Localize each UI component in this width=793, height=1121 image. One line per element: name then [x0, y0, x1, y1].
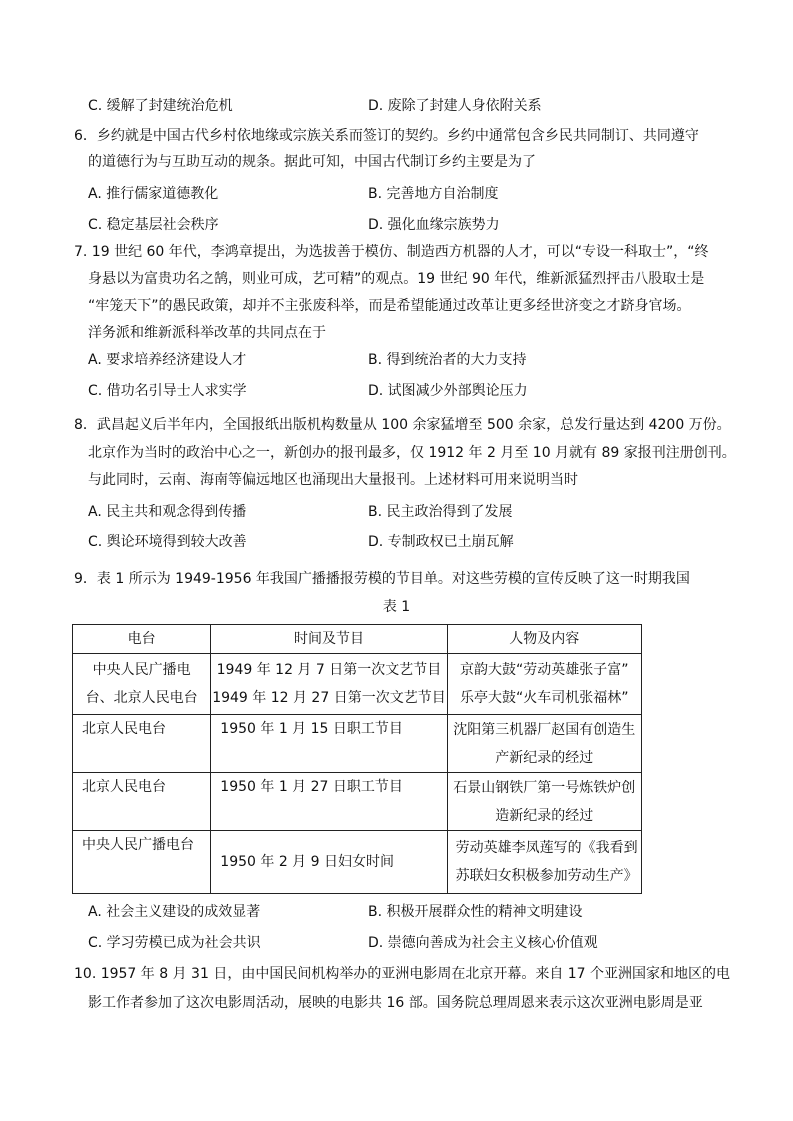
- cell-content-line: 苏联妇女积极参加劳动生产》: [455, 868, 638, 884]
- q7-option-a: A. 要求培养经济建设人才: [88, 352, 247, 368]
- cell-program: 1950 年 1 月 15 日职工节目: [211, 715, 447, 773]
- q8-stem-line2: 北京作为当时的政治中心之一，新创办的报刊最多，仅 1912 年 2 月至 10 月就有 89 家报刊注册创刊。: [88, 445, 736, 461]
- table-row: [73, 831, 642, 894]
- header-station: 电台: [73, 625, 211, 654]
- q8-stem-line3: 与此同时，云南、海南等偏远地区也涌现出大量报刊。上述材料可用来说明当时: [88, 472, 578, 488]
- q5-option-d: D. 废除了封建人身依附关系: [368, 98, 542, 114]
- q8-option-a: A. 民主共和观念得到传播: [88, 504, 247, 520]
- q6-option-b: B. 完善地方自治制度: [368, 186, 499, 202]
- cell-station: 中央人民广播电台: [73, 831, 211, 894]
- q10-stem-line2: 影工作者参加了这次电影周活动，展映的电影共 16 部。国务院总理周恩来表示这次亚洲电影周是亚: [88, 995, 703, 1011]
- table-caption: 表 1: [382, 599, 411, 615]
- q9-stem-line1: 9．表 1 所示为 1949-1956 年我国广播播报劳模的节目单。对这些劳模的宣传反映了这一时期我国: [74, 571, 690, 587]
- cell-station-line: 中央人民广播电: [92, 662, 191, 678]
- cell-station-line: 台、北京人民电台: [85, 690, 198, 706]
- table-row: [73, 773, 642, 831]
- q7-option-b: B. 得到统治者的大力支持: [368, 352, 527, 368]
- cell-content-line: 劳动英雄李凤莲写的《我看到: [455, 840, 638, 856]
- table-header-row: [73, 625, 642, 654]
- cell-content-line: 京韵大鼓“劳动英雄张子富”: [460, 662, 629, 678]
- q7-stem-line4: 洋务派和维新派科举改革的共同点在于: [88, 325, 326, 341]
- cell-content-line: 造新纪录的经过: [495, 807, 594, 824]
- cell-content: [447, 831, 641, 894]
- q6-stem-line1: 6．乡约就是中国古代乡村依地缘或宗族关系而签订的契约。乡约中通常包含乡民共同制订、共同遵守: [74, 128, 699, 144]
- broadcast-table: [72, 624, 642, 894]
- header-program: 时间及节目: [211, 625, 447, 654]
- q7-stem-line1: 7. 19 世纪 60 年代，李鸿章提出，为选拔善于模仿、制造西方机器的人才，可以“专设一科取士”，“终: [74, 244, 709, 260]
- cell-program: 1950 年 2 月 9 日妇女时间: [211, 831, 447, 894]
- cell-content-line: 乐亭大鼓“火车司机张福林”: [460, 690, 629, 706]
- q8-option-b: B. 民主政治得到了发展: [368, 504, 513, 520]
- q9-option-c: C. 学习劳模已成为社会共识: [88, 935, 261, 951]
- q7-stem-line3: “牢笼天下”的愚民政策，却并不主张废科举，而是希望能通过改革让更多经世济变之才跻身官场。: [88, 298, 691, 314]
- q6-option-a: A. 推行儒家道德教化: [88, 186, 219, 202]
- q5-option-c: C. 缓解了封建统治危机: [88, 98, 233, 114]
- cell-content: [447, 715, 641, 773]
- q7-stem-line2: 身悬以为富贵功名之鹄，则业可成，艺可精”的观点。19 世纪 90 年代，维新派猛烈抨击八股取士是: [88, 271, 705, 287]
- cell-content-line: 沈阳第三机器厂赵国有创造生: [453, 721, 636, 738]
- q8-stem-line1: 8．武昌起义后半年内，全国报纸出版机构数量从 100 余家猛增至 500 余家，总发行量达到 4200 万份。: [74, 417, 731, 433]
- q8-option-d: D. 专制政权已土崩瓦解: [368, 534, 514, 550]
- table-row: [73, 715, 642, 773]
- cell-program: [211, 654, 447, 715]
- q7-option-c: C. 借功名引导士人求实学: [88, 383, 247, 399]
- q8-option-c: C. 舆论环境得到较大改善: [88, 534, 247, 550]
- cell-program: 1950 年 1 月 27 日职工节目: [211, 773, 447, 831]
- q9-option-a: A. 社会主义建设的成效显著: [88, 904, 261, 920]
- cell-content: [447, 773, 641, 831]
- header-content: 人物及内容: [447, 625, 641, 654]
- cell-program-line: 1949 年 12 月 7 日第一次文艺节目: [216, 662, 442, 678]
- cell-station: [73, 654, 211, 715]
- table-row: [73, 654, 642, 715]
- cell-station: 北京人民电台: [73, 715, 211, 773]
- q6-option-d: D. 强化血缘宗族势力: [368, 217, 500, 233]
- cell-content: [447, 654, 641, 715]
- q10-stem-line1: 10. 1957 年 8 月 31 日，由中国民间机构举办的亚洲电影周在北京开幕。来自 17 个亚洲国家和地区的电: [74, 966, 731, 982]
- q6-option-c: C. 稳定基层社会秩序: [88, 217, 219, 233]
- q7-option-d: D. 试图减少外部舆论压力: [368, 383, 528, 399]
- q9-option-d: D. 崇德向善成为社会主义核心价值观: [368, 935, 598, 951]
- cell-station: 北京人民电台: [73, 773, 211, 831]
- cell-content-line: 石景山钢铁厂第一号炼铁炉创: [453, 779, 636, 796]
- q9-option-b: B. 积极开展群众性的精神文明建设: [368, 904, 583, 920]
- cell-program-line: 1949 年 12 月 27 日第一次文艺节目: [212, 690, 446, 706]
- cell-content-line: 产新纪录的经过: [495, 749, 594, 766]
- q6-stem-line2: 的道德行为与互助互动的规条。据此可知，中国古代制订乡约主要是为了: [88, 154, 536, 170]
